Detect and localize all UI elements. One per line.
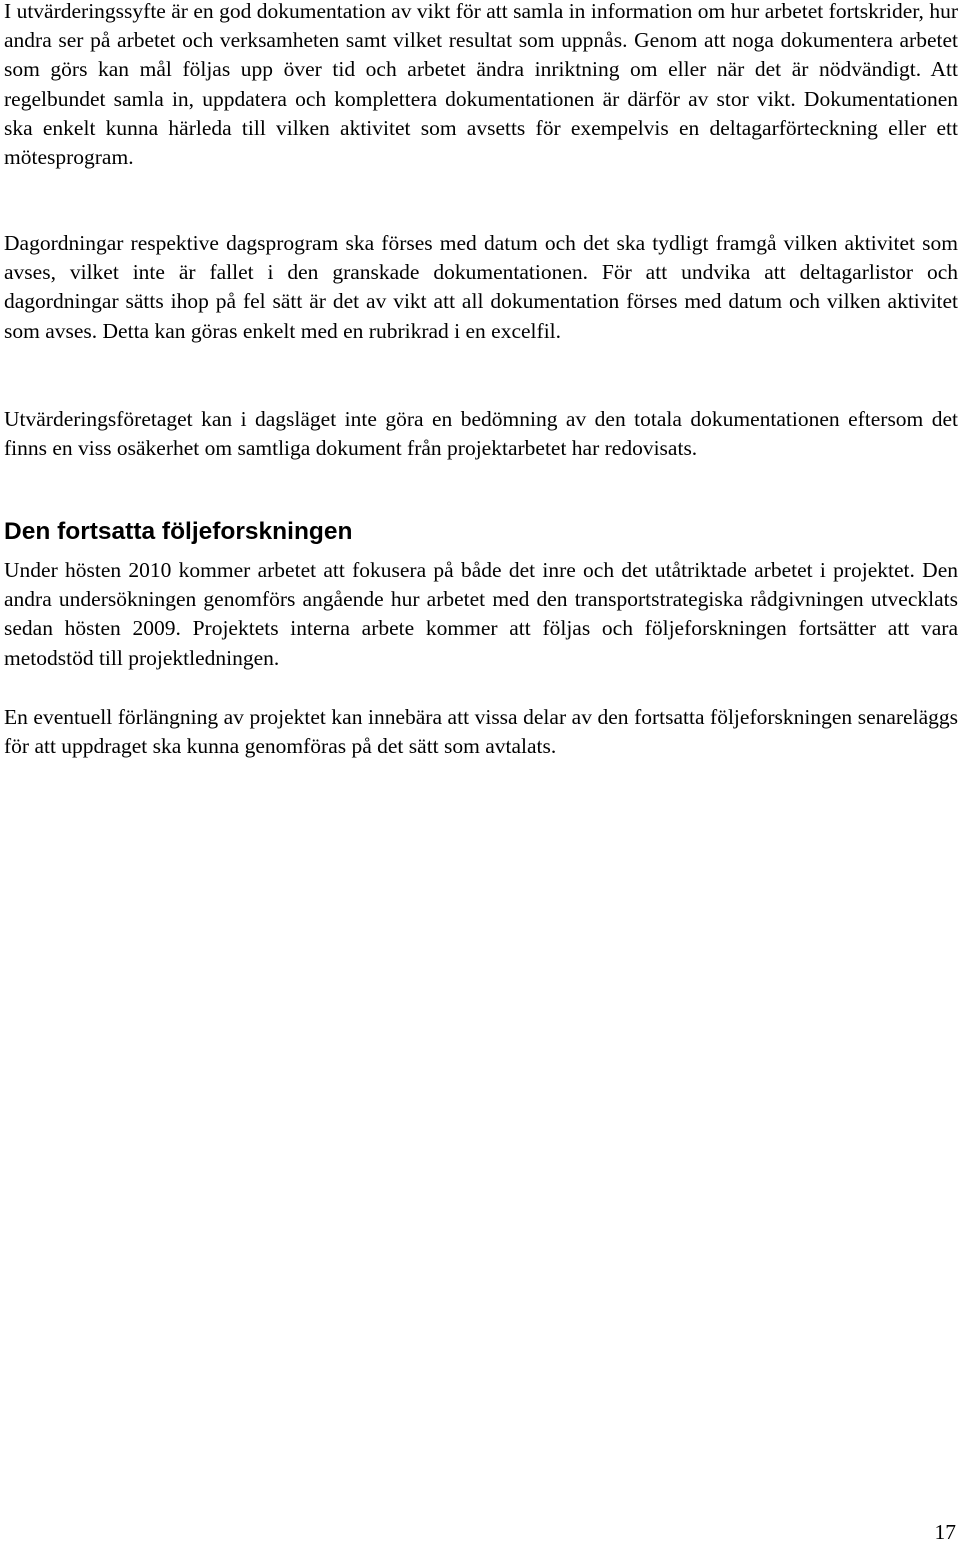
section-heading: Den fortsatta följeforskningen bbox=[4, 518, 353, 545]
page-number: 17 bbox=[934, 1520, 956, 1544]
paragraph-project-extension: En eventuell förlängning av projektet kan innebära att vissa delar av den fortsatta följeforskningen senareläggs för att uppdraget ska kunna genomföras på det sätt som avtalats. bbox=[4, 705, 958, 759]
paragraph-autumn-2010: Under hösten 2010 kommer arbetet att fokusera på både det inre och det utåtriktade arbetet i projektet. Den andra undersökningen genomförs angående hur arbetet med den transportstrategiska rådgivningen utvecklats sedan hösten 2009. Projektets interna arbete kommer att följas och följeforskningen fortsätter att vara metodstöd till projektledningen. bbox=[4, 558, 958, 670]
paragraph-evaluation-assessment: Utvärderingsföretaget kan i dagsläget inte göra en bedömning av den totala dokumentationen eftersom det finns en viss osäkerhet om samtliga dokument från projektarbetet har redovisats. bbox=[4, 407, 958, 461]
paragraph-documentation-purpose: I utvärderingssyfte är en god dokumentation av vikt för att samla in information om hur arbetet fortskrider, hur andra ser på arbetet och verksamheten samt vilket resultat som uppnås. Genom att noga dokumentera arbetet som görs kan mål följas upp över tid och arbetet ändra inriktning om eller när det är nödvändigt. Att regelbundet samla in, uppdatera och komplettera dokumentationen är därför av stor vikt. Dokumentationen ska enkelt kunna härleda till vilken aktivitet som avsetts för exempelvis en deltagarförteckning eller ett mötesprogram. bbox=[4, 0, 958, 170]
paragraph-agendas-dates: Dagordningar respektive dagsprogram ska förses med datum och det ska tydligt framgå vilken aktivitet som avses, vilket inte är fallet i den granskade dokumentationen. För att undvika att deltagarlistor och dagordningar sätts ihop på fel sätt är det av vikt att all dokumentation förses med datum och vilken aktivitet som avses. Detta kan göras enkelt med en rubrikrad i en excelfil. bbox=[4, 231, 958, 343]
